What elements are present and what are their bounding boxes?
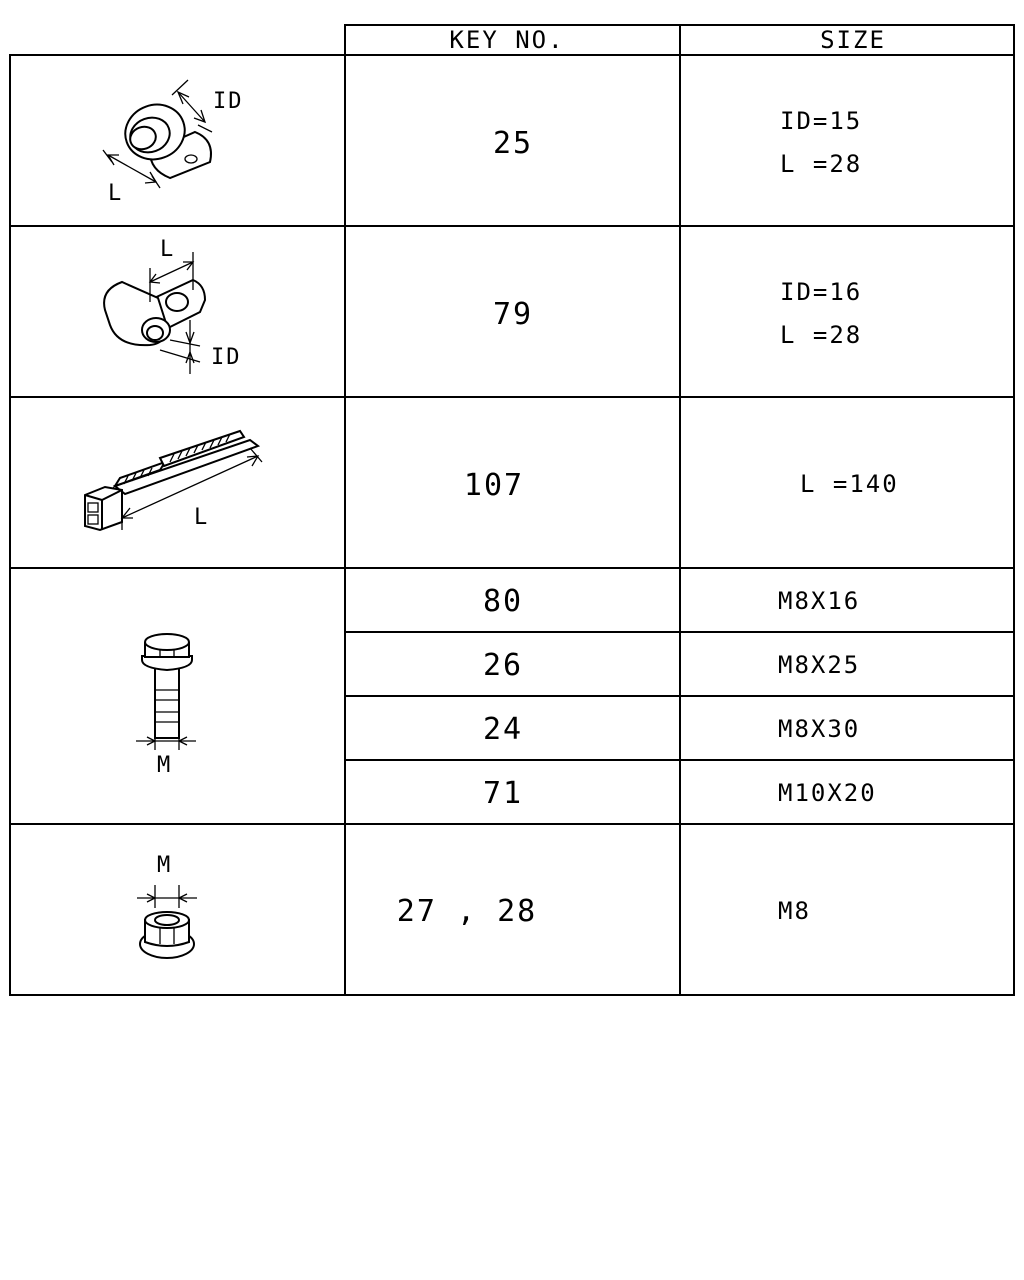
row-flange-bolt (136, 584, 877, 811)
size-line: ID=15 (780, 107, 863, 135)
key-number: 25 (492, 126, 534, 161)
key-number: 79 (492, 297, 534, 332)
header-size: SIZE (820, 26, 886, 54)
key-number: 26 (482, 648, 524, 683)
thread-dimension-label: M (157, 853, 173, 878)
size-value: M8X25 (778, 651, 861, 679)
row-saddle-clamp (104, 237, 862, 374)
length-dimension-label: L (108, 181, 124, 206)
key-number: 80 (482, 584, 524, 619)
size-line: L =28 (780, 321, 863, 349)
row-cable-tie (85, 431, 899, 530)
size-line: L =140 (800, 470, 899, 498)
p-clamp-icon (103, 80, 212, 188)
row-p-clamp (103, 80, 862, 206)
key-number: 107 (463, 468, 525, 503)
row-flange-nut (137, 853, 811, 958)
id-dimension-label: ID (213, 89, 244, 114)
flange-nut-icon (137, 885, 197, 958)
size-line: L =28 (780, 150, 863, 178)
saddle-clamp-icon (104, 252, 205, 374)
size-value: M8X16 (778, 587, 861, 615)
length-dimension-label: L (160, 237, 176, 262)
size-value: M10X20 (778, 779, 877, 807)
key-number: 27 , 28 (396, 894, 538, 929)
size-line: ID=16 (780, 278, 863, 306)
key-number: 71 (482, 776, 524, 811)
cable-tie-icon (85, 431, 262, 530)
key-number: 24 (482, 712, 524, 747)
id-dimension-label: ID (211, 345, 242, 370)
size-line: M8 (778, 897, 811, 925)
length-dimension-label: L (194, 505, 210, 530)
thread-dimension-label: M (157, 753, 173, 778)
flange-bolt-icon (136, 634, 196, 750)
size-value: M8X30 (778, 715, 861, 743)
header-key-no: KEY NO. (449, 26, 565, 54)
